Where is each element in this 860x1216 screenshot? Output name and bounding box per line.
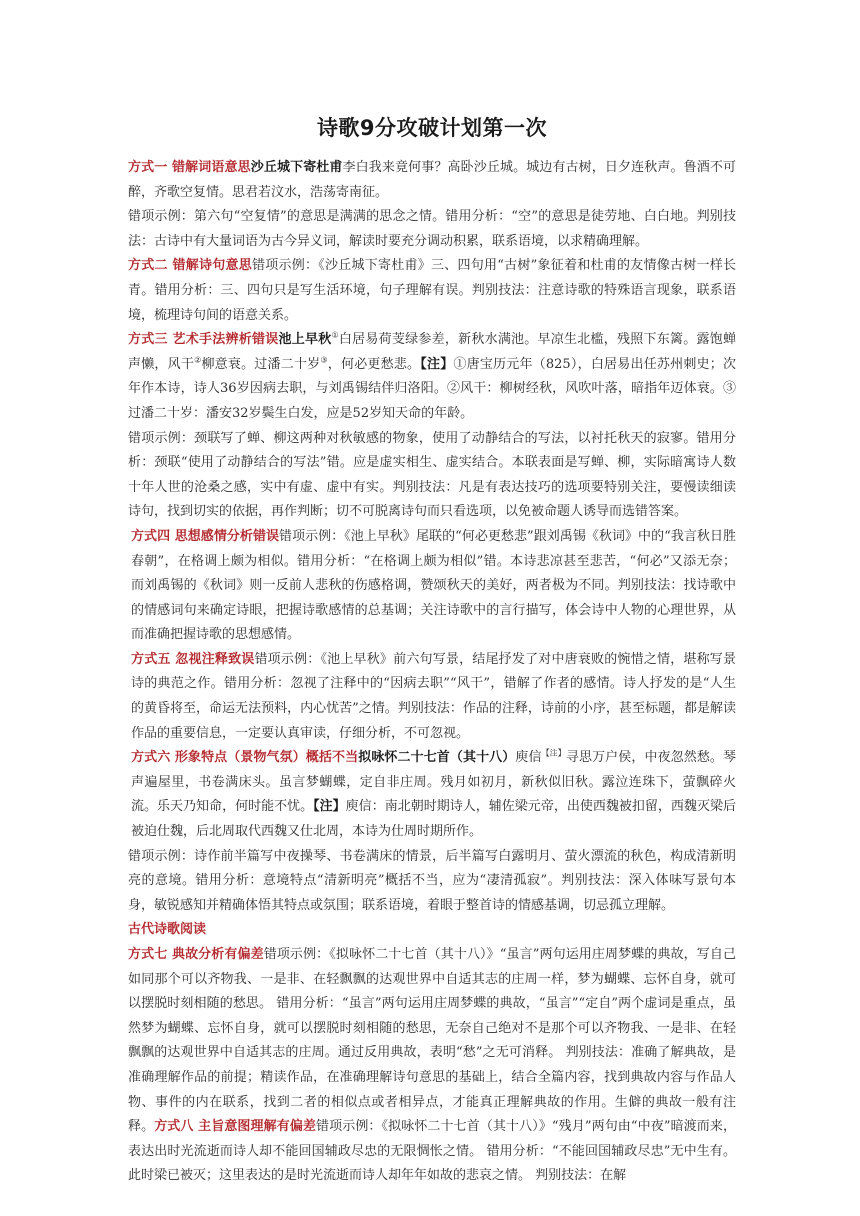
note-label: 【注】: [313, 799, 346, 815]
method-1-heading: 方式一 错解词语意思: [128, 160, 251, 175]
method-7-heading: 方式七 典故分析有偏差: [128, 947, 264, 962]
paragraph-method-1-analysis: 错项示例：第六句“空复情”的意思是满满的思念之情。错用分析：“空”的意思是徒劳地、白白地。判别技法：古诗中有大量词语为古今异义词，解读时要充分调动积累，联系语境，以求精确理解。: [128, 209, 736, 249]
footnote-marker-1: ①: [331, 330, 339, 340]
paragraph-method-5: [128, 648, 736, 746]
section-heading-text: 古代诗歌阅读: [128, 922, 207, 938]
method-3-poem-text-1: 白居易荷芰绿参差，新秋水满池。早凉生北槛，残照下东篱。露饱蝉声懒，风干: [128, 332, 736, 372]
method-2-text: 错项示例：《沙丘城下寄杜甫》三、四句用“古树”象征着和杜甫的友情像古树一样长青。错用分析：三、四句只是写生活环境，句子理解有误。判别技法：注意诗歌的特殊语言现象，联系语境，梳理诗句间的语意关系。: [128, 258, 736, 323]
method-1-poem-title: 沙丘城下寄杜甫: [250, 160, 343, 175]
method-3-heading: 方式三 艺术手法辨析错误: [128, 332, 279, 348]
method-3-note: ①唐宝历元年（825），白居易出任苏州刺史；次年作本诗，诗人36岁因病去职，与刘禹锡结伴归洛阳。②风干：柳树经秋，风吹叶落，暗指年迈体衰。③过潘二十岁：潘安32岁鬓生白发，应是52岁知天命的年龄。: [128, 356, 736, 421]
method-7-text: 错项示例：《拟咏怀二十七首（其十八）》“虽言”两句运用庄周梦蝶的典故，写自己如同那个可以齐物我、一是非、在轻飘飘的达观世界中自适其志的庄周一样，梦为蝴蝶、忘怀自身，就可以摆脱时刻相随的愁思。 错用分析：“虽言”两句运用庄周梦蝶的典故，“虽言”“定自”两个虚词是重点，虽然梦为蝴蝶、忘怀自身，就可以摆脱时刻相随的愁思，无奈自己绝对不是那个可以齐物我、一是非、在轻飘飘的达观世界中自适其志的庄周。通过反用典故，表明“愁”之无可消释。 判别技法：准确了解典故，是准确理解作品的前提；精读作品，在准确理解诗句意思的基础上，结合全篇内容，找到典故内容与作品人物、事件的内在联系，找到二者的相似点或者相异点，才能真正理解典故的作用。生僻的典故一般有注释。: [128, 947, 736, 1135]
paragraph-method-1: [128, 156, 736, 205]
method-2-heading: 方式二 错解诗句意思: [128, 258, 253, 274]
method-8-heading: 方式八 主旨意图理解有偏差: [154, 1119, 317, 1135]
method-4-text: 错项示例：《池上早秋》尾联的“何必更愁悲”跟刘禹锡《秋词》中的“我言秋日胜春朝”，在格调上颇为相似。错用分析：“在格调上颇为相似”错。本诗悲凉甚至悲苦，“何必”又添无奈；而刘禹锡的《秋词》则一反前人悲秋的伤感格调，赞颂秋天的美好，两者极为不同。判别技法：找诗歌中的情感词句来确定诗眼，把握诗歌感情的总基调；关注诗歌中的言行描写，体会诗中人物的心理世界，从而准确把握诗歌的思想感情。: [131, 528, 736, 643]
paragraph-method-7-8: [128, 943, 736, 1189]
method-6-poem-title: 拟咏怀二十七首（其十八）: [358, 750, 516, 766]
method-5-text: 错项示例：《池上早秋》前六句写景，结尾抒发了对中唐衰败的惋惜之情，堪称写景诗的典范之作。错用分析：忽视了注释中的“因病去职”“风干”，错解了作者的感情。诗人抒发的是“人生的黄昏将至，命运无法预料，内心忧苦”之情。判别技法：作品的注释，诗前的小序，甚至标题，都是解读作品的重要信息，一定要认真审读，仔细分析，不可忽视。: [131, 651, 736, 741]
note-label: 【注】: [420, 356, 454, 372]
footnote-marker-2: ②: [194, 355, 202, 365]
document-page: [128, 112, 736, 1189]
paragraph-method-6: [128, 746, 736, 844]
paragraph-method-6-analysis: 错项示例：诗作前半篇写中夜操琴、书卷满床的情景，后半篇写白露明月、萤火漂流的秋色，构成清新明亮的意境。错用分析：意境特点“清新明亮”概括不当，应为“凄清孤寂”。判别技法：深入体味写景句本身，敏锐感知并精确体悟其特点或氛围；联系语境，着眼于整首诗的情感基调，切忌孤立理解。: [128, 848, 736, 913]
method-6-author: 庾信: [515, 750, 542, 766]
paragraph-method-4: [128, 525, 736, 648]
method-8-text: 错项示例：《拟咏怀二十七首（其十八）》“残月”两句由“中夜”暗渡而来，表达出时光流逝而诗人却不能回国辅政尽忠的无限惆怅之情。 错用分析：“不能回国辅政尽忠”无中生有。此时梁已被灭；这里表达的是时光流逝而诗人却年年如故的悲哀之情。 判别技法：在解: [128, 1119, 736, 1184]
method-3-poem-title: 池上早秋: [278, 332, 332, 348]
method-6-heading: 方式六 形象特点（景物气氛）概括不当: [131, 750, 359, 766]
paragraph-method-3: [128, 328, 736, 426]
method-4-heading: 方式四 思想感情分析错误: [131, 528, 280, 544]
footnote-marker-author: 【注】: [541, 748, 566, 758]
method-3-poem-text-3: ，何必更愁悲。: [327, 356, 421, 372]
method-6-poem-text: 寻思万户侯，中夜忽然愁。琴声遍屋里，书卷满床头。虽言梦蝴蝶，定自非庄周。残月如初月，新秋似旧秋。露泣连珠下，萤飘碎火流。乐天乃知命，何时能不忧。: [131, 750, 737, 815]
method-1-poem-text: 李白我来竟何事？高卧沙丘城。城边有古树，日夕连秋声。鲁酒不可醉，齐歌空复情。思君若汶水，浩荡寄南征。: [128, 160, 736, 200]
method-5-heading: 方式五 忽视注释致误: [131, 651, 255, 667]
method-3-poem-text-2: 柳意衰。过潘二十岁: [201, 356, 321, 372]
section-heading: [128, 918, 736, 943]
paragraph-method-2: [128, 254, 736, 328]
page-title: 诗歌9分攻破计划第一次: [316, 116, 548, 140]
footnote-marker-3: ③: [320, 355, 328, 365]
method-6-note: 庾信：南北朝时期诗人，辅佐梁元帝，出使西魏被扣留，西魏灭梁后被迫仕魏，后北周取代西魏又仕北周，本诗为仕周时期所作。: [131, 799, 736, 840]
paragraph-method-3-analysis: 错项示例：颈联写了蝉、柳这两种对秋敏感的物象，使用了动静结合的写法，以衬托秋天的寂寥。错用分析：颈联“使用了动静结合的写法”错。应是虚实相生、虚实结合。本联表面是写蝉、柳，实际暗寓诗人数十年人世的沧桑之感，实中有虚、虚中有实。判别技法：凡是有表达技巧的选项要特别关注，要慢读细读诗句，找到切实的依据，再作判断；切不可脱离诗句而只看选项，以免被命题人诱导而选错答案。: [128, 430, 736, 520]
